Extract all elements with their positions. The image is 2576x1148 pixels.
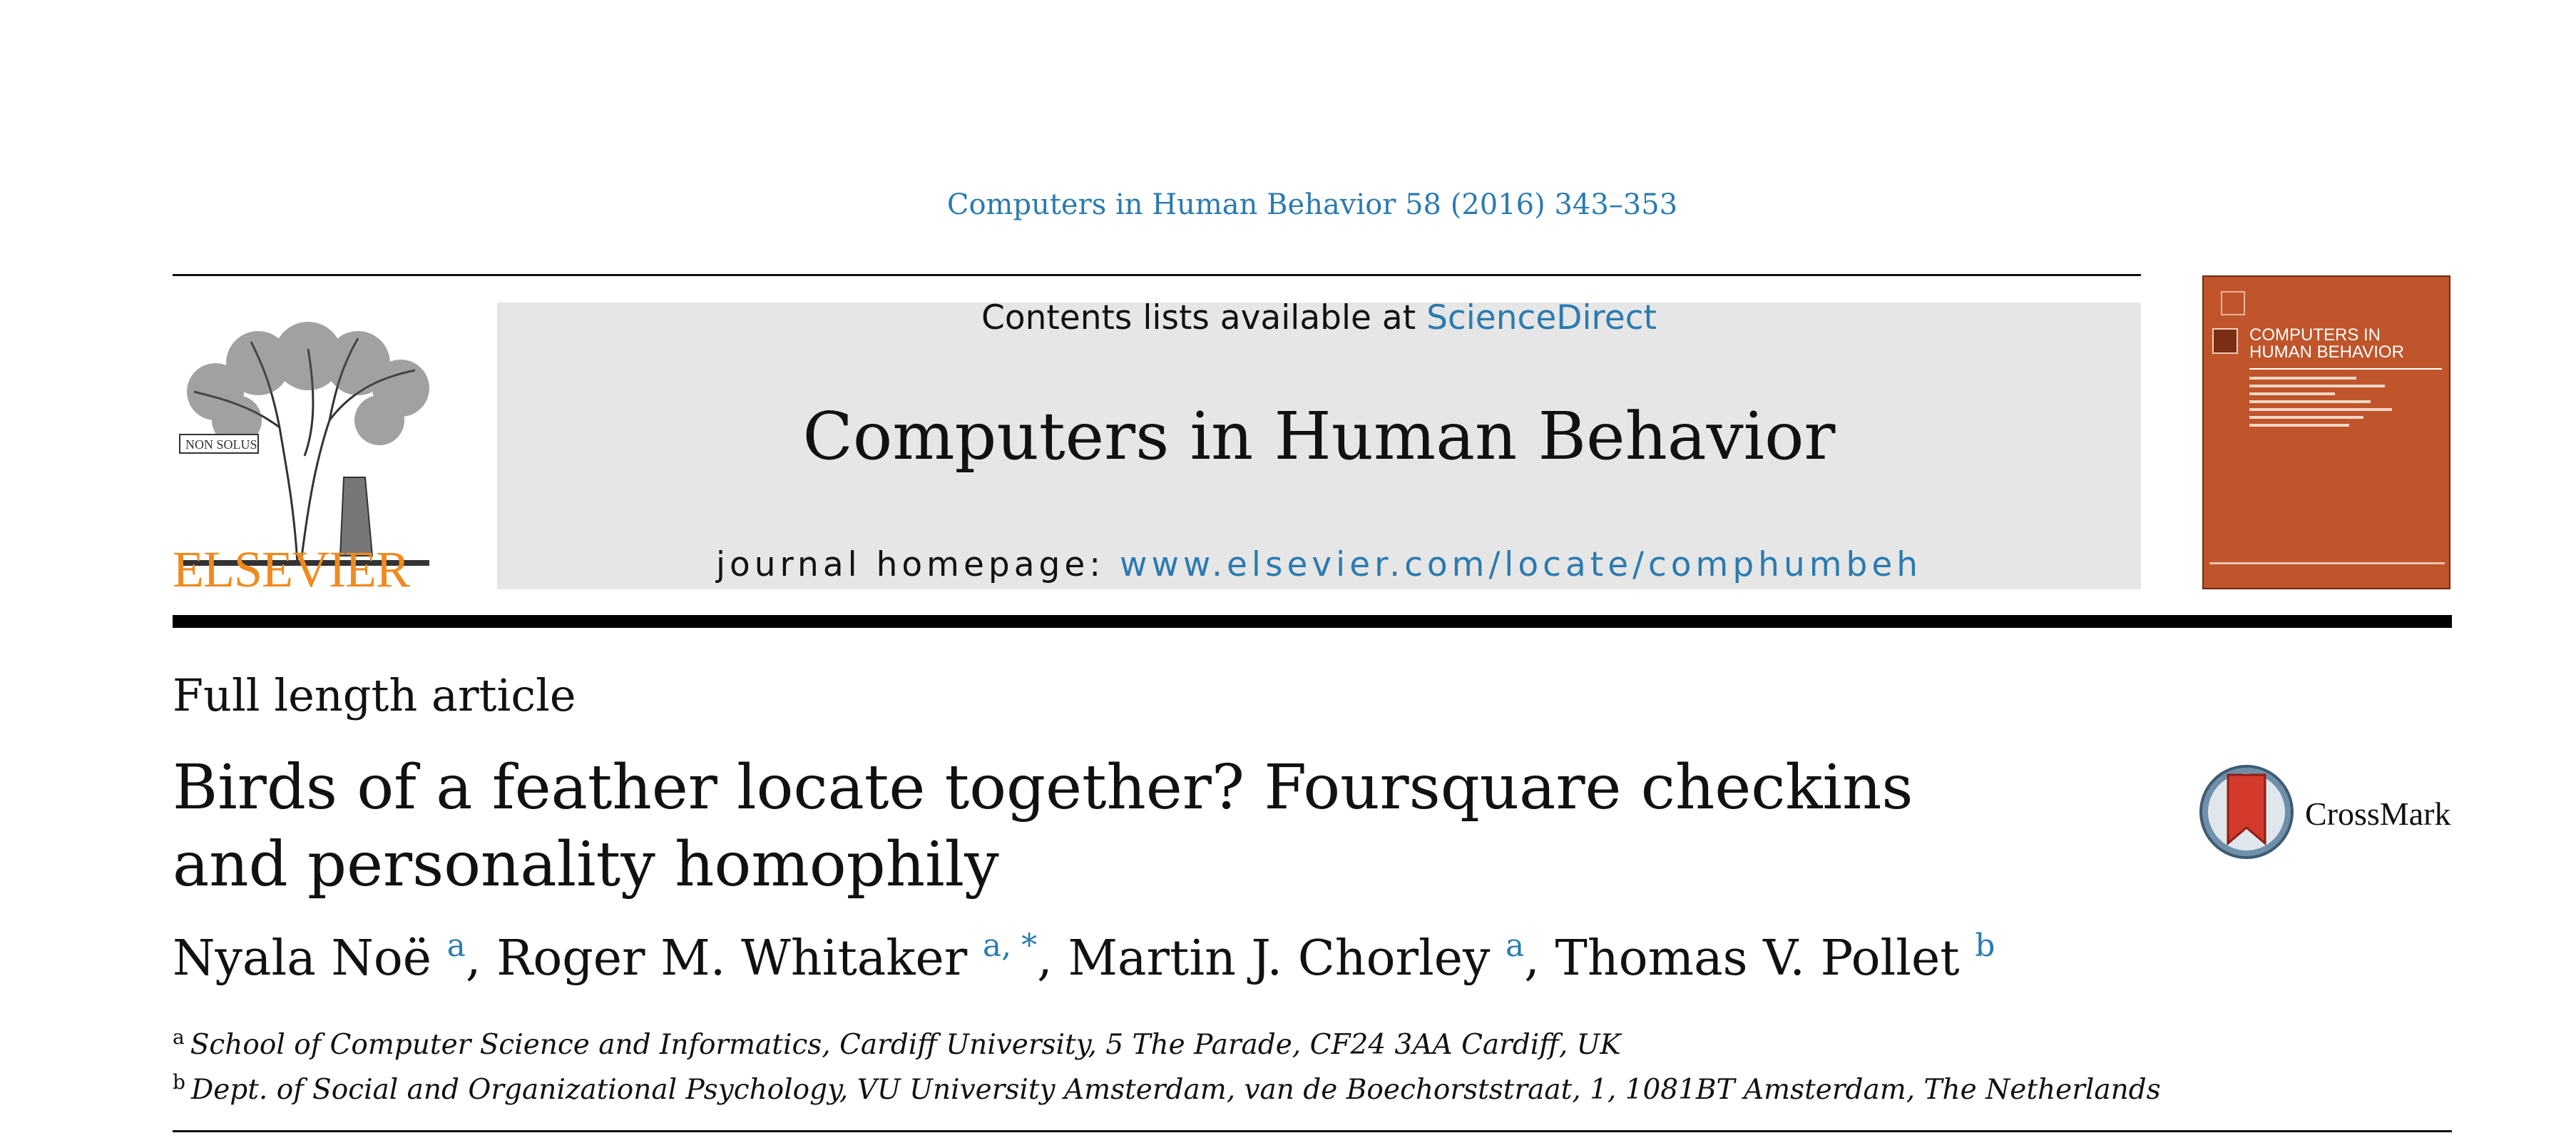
elsevier-wordmark: ELSEVIER bbox=[173, 541, 409, 598]
top-rule bbox=[173, 274, 2141, 276]
contents-line bbox=[497, 298, 2141, 337]
author-affiliation-mark[interactable]: a, * bbox=[982, 928, 1038, 964]
author-affiliation-mark[interactable]: b bbox=[1975, 928, 1995, 964]
affiliation-mark: b bbox=[173, 1070, 185, 1094]
bottom-rule bbox=[173, 1130, 2452, 1132]
cover-publisher-icon bbox=[2221, 291, 2245, 315]
author-name[interactable]: Nyala Noë bbox=[173, 930, 432, 987]
affiliation-text: Dept. of Social and Organizational Psychology, VU University Amsterdam, van de Boechorststraat, 1, 1081BT Amsterdam, The Netherlands bbox=[190, 1074, 2161, 1106]
journal-citation[interactable]: Computers in Human Behavior 58 (2016) 343–353 bbox=[946, 188, 1678, 221]
cover-title bbox=[2249, 327, 2449, 361]
contents-prefix: Contents lists available at bbox=[981, 298, 1427, 337]
homepage-line bbox=[497, 545, 2141, 584]
author-affiliation-mark[interactable]: a bbox=[446, 928, 466, 964]
svg-text:NON SOLUS: NON SOLUS bbox=[185, 437, 257, 452]
affiliation-list bbox=[173, 1019, 2161, 1109]
cover-title-line2: HUMAN BEHAVIOR bbox=[2249, 342, 2404, 362]
affiliation-mark: a bbox=[173, 1025, 185, 1049]
journal-homepage-link[interactable]: www.elsevier.com/locate/comphumbeh bbox=[1120, 545, 1923, 584]
author-affiliation-mark[interactable]: a bbox=[1506, 928, 1525, 964]
crossmark-label: CrossMark bbox=[2305, 796, 2451, 832]
cover-title-line1: COMPUTERS IN bbox=[2249, 325, 2381, 345]
cover-bottom-rule bbox=[2209, 562, 2445, 564]
crossmark-button[interactable] bbox=[2197, 762, 2453, 862]
author-name[interactable]: Thomas V. Pollet bbox=[1555, 930, 1960, 987]
homepage-prefix: journal homepage: bbox=[715, 545, 1120, 584]
author-name[interactable]: Roger M. Whitaker bbox=[496, 930, 968, 987]
header-thick-rule bbox=[173, 615, 2452, 628]
author-name[interactable]: Martin J. Chorley bbox=[1068, 930, 1491, 987]
crossmark-icon bbox=[2197, 762, 2296, 862]
sciencedirect-link[interactable]: ScienceDirect bbox=[1426, 298, 1657, 337]
article-title: Birds of a feather locate together? Foursquare checkins and personality homophily bbox=[173, 752, 1913, 900]
journal-cover-thumbnail[interactable] bbox=[2202, 275, 2450, 589]
article-type: Full length article bbox=[173, 669, 576, 721]
affiliation-item bbox=[173, 1019, 2161, 1064]
affiliation-item bbox=[173, 1064, 2161, 1109]
cover-badge-icon bbox=[2212, 328, 2238, 354]
cover-editor-lines bbox=[2249, 377, 2392, 432]
affiliation-text: School of Computer Science and Informatics, Cardiff University, 5 The Parade, CF24 3AA Cardiff, UK bbox=[190, 1029, 1621, 1061]
author-list: Nyala Noë $^a$, Roger M. Whitaker $^{a, *}$, Martin J. Chorley $^a$, Thomas V. Pollet $^b$ bbox=[173, 928, 1995, 987]
journal-title: Computers in Human Behavior bbox=[802, 398, 1836, 474]
cover-rule bbox=[2249, 368, 2442, 370]
